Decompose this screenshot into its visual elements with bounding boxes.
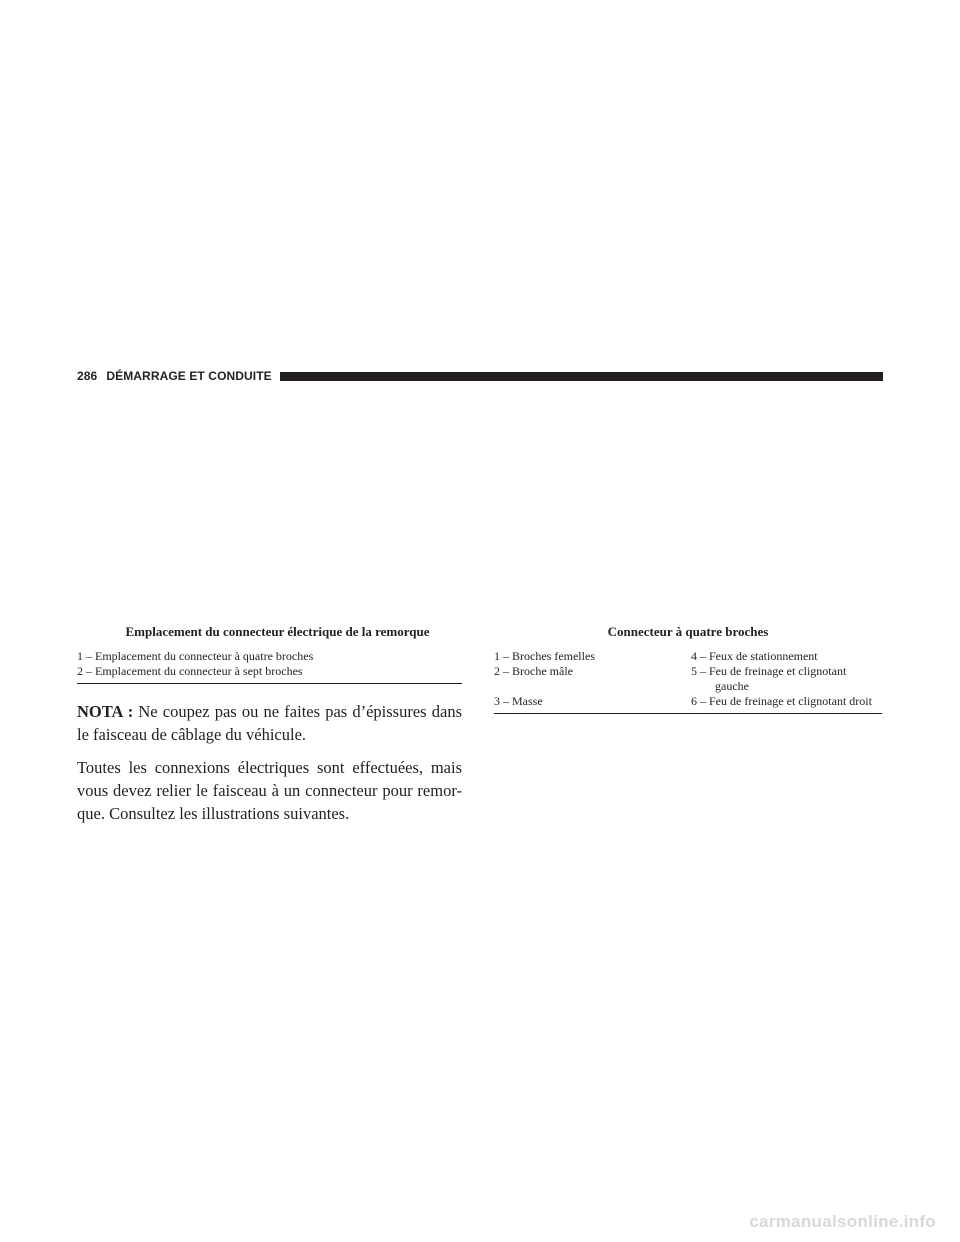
legend-item: 2 – Broche mâle xyxy=(494,664,573,678)
legend-item: 1 – Broches femelles xyxy=(494,649,595,663)
note-label: NOTA : xyxy=(77,702,134,721)
right-figure-caption: Connecteur à quatre broches xyxy=(607,624,769,639)
left-column xyxy=(77,623,462,825)
page-header xyxy=(77,368,883,384)
note-paragraph xyxy=(77,700,462,746)
legend-item: 5 – Feu de freinage et clignotant gauche xyxy=(691,664,847,693)
page-number: 286 xyxy=(77,369,98,383)
legend-item: 6 – Feu de freinage et clignotant droit xyxy=(691,694,872,708)
header-rule xyxy=(280,372,883,381)
watermark: carmanualsonline.info xyxy=(749,1212,936,1231)
legend-item: 2 – Emplacement du connecteur à sept broches xyxy=(77,664,303,678)
left-figure-legend xyxy=(77,649,462,684)
legend-grid xyxy=(494,649,882,709)
legend-item: 4 – Feux de stationnement xyxy=(691,649,818,663)
right-figure-legend xyxy=(494,649,882,714)
legend-item: 3 – Masse xyxy=(494,694,543,708)
note-text: Ne coupez pas ou ne faites pas d’épissures dans le faisceau de câblage du véhicule. xyxy=(77,702,463,744)
section-title: DÉMARRAGE ET CONDUITE xyxy=(106,369,272,383)
right-column xyxy=(494,623,882,714)
legend-item: 1 – Emplacement du connecteur à quatre broches xyxy=(77,649,314,663)
left-figure-caption: Emplacement du connecteur électrique de la remorque xyxy=(125,624,430,639)
body-paragraph: Toutes les connexions électriques sont effectuées, mais vous devez relier le faisceau à un connecteur pour remor-que. Consultez les illustrations suivantes. xyxy=(77,758,462,823)
